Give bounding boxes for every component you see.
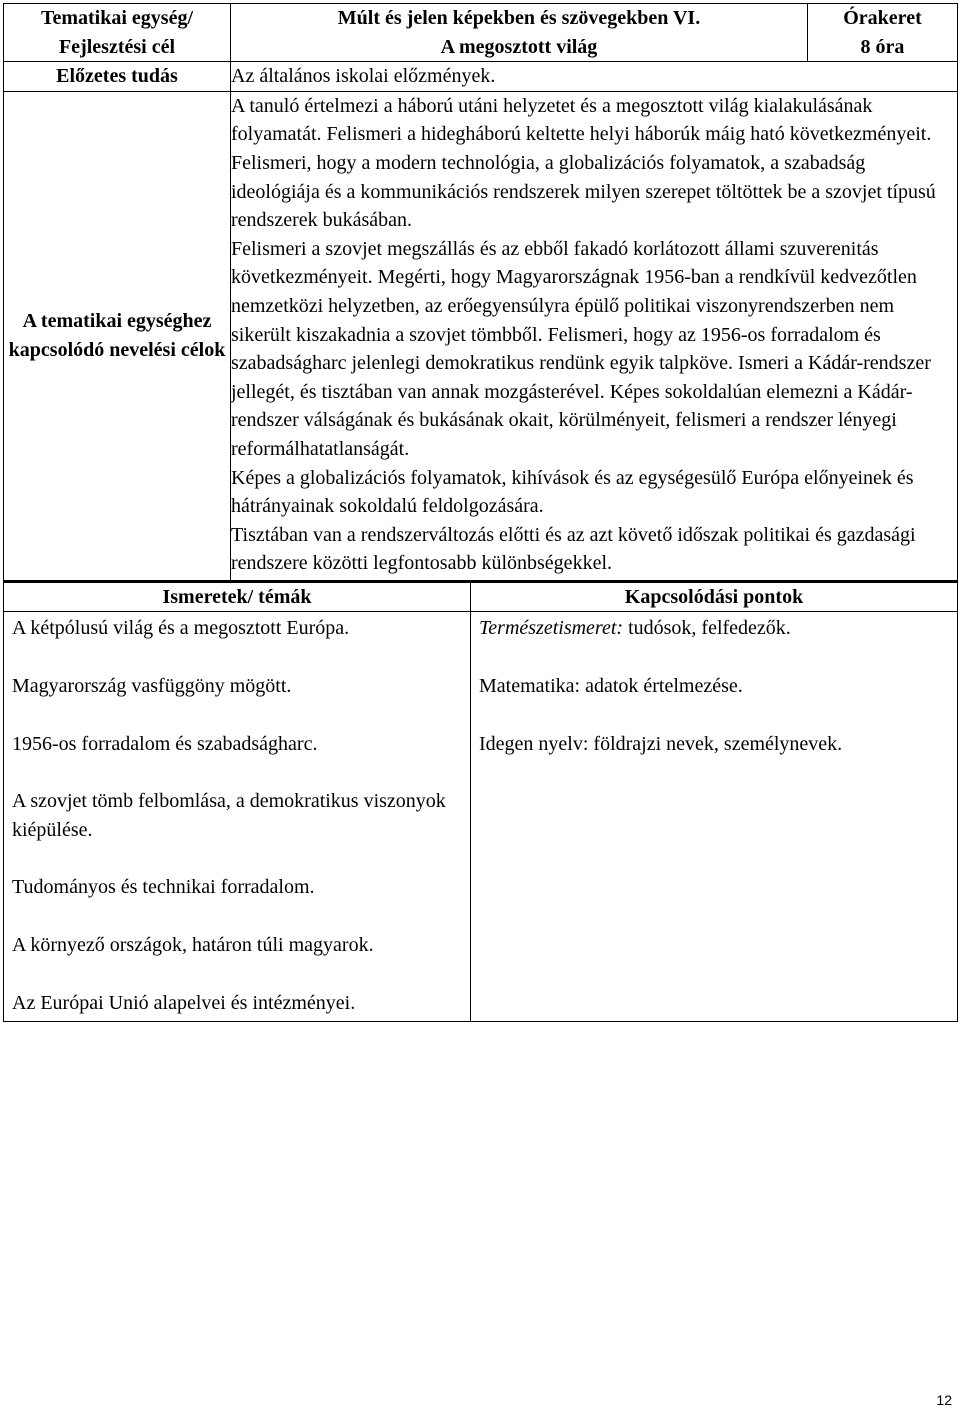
unit-title-cell xyxy=(231,4,808,62)
goals-text-cell xyxy=(231,91,958,581)
topics-header: Ismeretek/ témák xyxy=(4,581,471,612)
connection-text: adatok értelmezése. xyxy=(580,675,743,698)
unit-label-line1: Tematikai egység/ xyxy=(40,7,194,29)
topics-header-row xyxy=(4,581,958,612)
unit-label-cell xyxy=(4,4,231,62)
unit-title-line2: A megosztott világ xyxy=(440,35,598,58)
connection-item xyxy=(471,730,957,759)
header-row xyxy=(4,4,958,62)
goals-paragraph: Felismeri, hogy a modern technológia, a globalizációs folyamatok, a szabadság ideológiája és a kommunikációs rendszerek milyen szerepet töltöttek be a szovjet típusú rendszerek bukásában. xyxy=(231,151,936,232)
connection-text: földrajzi nevek, személynevek. xyxy=(588,732,843,755)
connection-item xyxy=(471,672,957,701)
hours-label: Órakeret xyxy=(843,7,922,29)
topics-body-row xyxy=(4,612,958,1022)
topics-list xyxy=(4,612,471,1022)
curriculum-page xyxy=(3,3,957,1022)
connection-subject: Idegen nyelv: xyxy=(479,732,589,755)
hours-cell xyxy=(808,4,958,62)
curriculum-table xyxy=(3,3,958,1022)
goals-paragraph: A tanuló értelmezi a háború utáni helyzetet és a megosztott világ kialakulásának folyamatát. Felismeri a hidegháború keltette helyi háborúk máig ható következményeit. xyxy=(231,94,932,146)
prior-knowledge-text: Az általános iskolai előzmények. xyxy=(231,62,958,92)
connection-subject: Matematika: xyxy=(479,675,581,698)
topic-item: Magyarország vasfüggöny mögött. xyxy=(12,675,292,698)
goals-row xyxy=(4,91,958,581)
connections-list xyxy=(471,612,958,1022)
connections-header: Kapcsolódási pontok xyxy=(471,581,958,612)
topic-item: A környező országok, határon túli magyarok. xyxy=(12,934,374,957)
topic-item: A kétpólusú világ és a megosztott Európa. xyxy=(12,617,350,640)
prior-knowledge-label: Előzetes tudás xyxy=(4,62,231,92)
topic-item: Tudományos és technikai forradalom. xyxy=(12,876,315,899)
topic-item: 1956-os forradalom és szabadságharc. xyxy=(12,732,318,755)
goals-paragraph: Tisztában van a rendszerváltozás előtti és az azt követő időszak politikai és gazdasági rendszere közötti legfontosabb különbségekkel. xyxy=(231,523,916,575)
topic-item: Az Európai Unió alapelvei és intézményei. xyxy=(12,991,356,1014)
topic-item: A szovjet tömb felbomlása, a demokratikus viszonyok kiépülése. xyxy=(12,790,446,841)
connection-item xyxy=(471,614,957,643)
goals-label-cell xyxy=(4,91,231,581)
goals-paragraph: Képes a globalizációs folyamatok, kihívások és az egységesülő Európa előnyeinek és hátrányainak sokoldalú feldolgozására. xyxy=(231,466,914,518)
connection-text: tudósok, felfedezők. xyxy=(623,617,791,640)
goals-paragraph: Felismeri a szovjet megszállás és az ebből fakadó korlátozott állami szuverenitás következményeit. Megérti, hogy Magyarországnak 1956-ban a rendkívül kedvezőtlen nemzetközi helyzetben, az erőegyensúlyra épülő politikai viszonyrendszerben nem sikerült kiszakadnia a szovjet tömbből. Felismeri, hogy az 1956-os forradalom és szabadságharc jelenlegi demokratikus rendünk egyik talpköve. Ismeri a Kádár-rendszer jellegét, és tisztában van annak mozgásterével. Képes sokoldalúan elemezni a Kádár-rendszer válságának és bukásának okait, körülményeit, felismeri a rendszer lényegi reformálhatatlanságát. xyxy=(231,237,931,460)
goals-label: A tematikai egységhez kapcsolódó nevelési célok xyxy=(8,310,226,361)
page-number: 12 xyxy=(936,1392,952,1408)
unit-label-line2: Fejlesztési cél xyxy=(58,35,176,58)
hours-value: 8 óra xyxy=(860,35,905,58)
connection-subject: Természetismeret: xyxy=(479,617,624,640)
unit-title-line1: Múlt és jelen képekben és szövegekben VI. xyxy=(337,7,701,29)
prior-knowledge-row xyxy=(4,62,958,92)
